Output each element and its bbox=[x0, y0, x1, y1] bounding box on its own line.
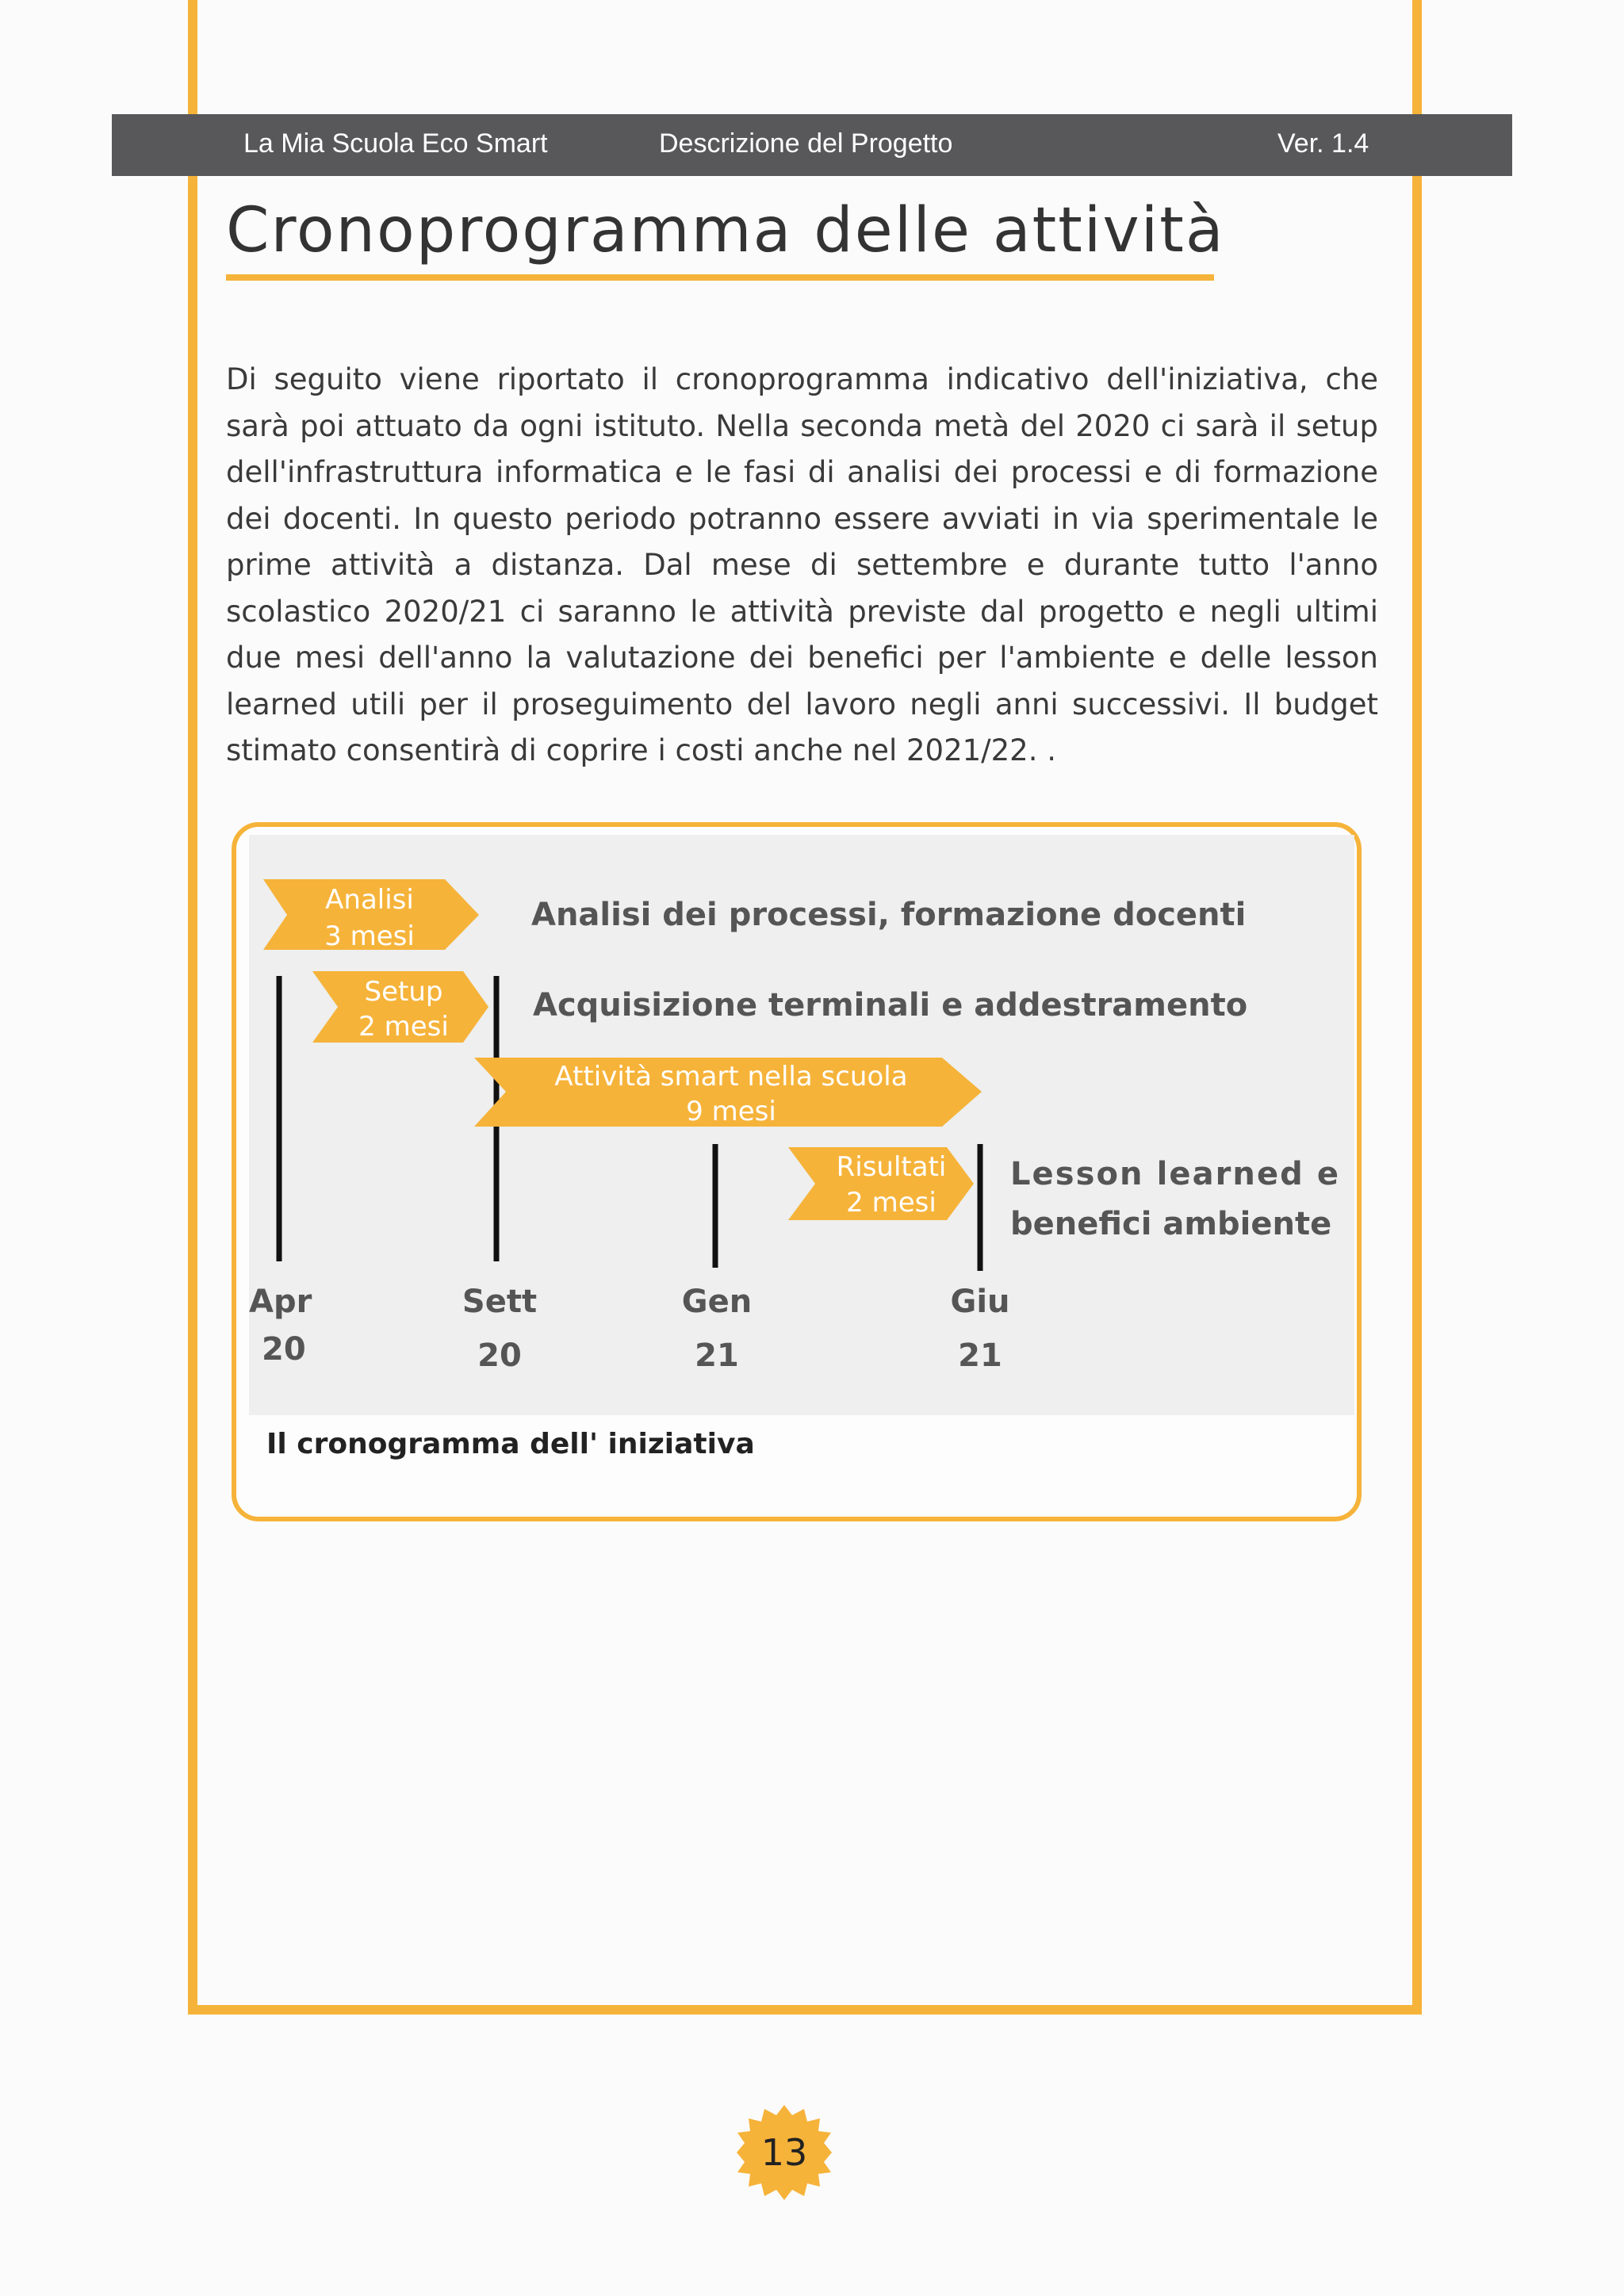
arrow-risultati-duration: 2 mesi bbox=[846, 1187, 936, 1219]
timeline-year-21a: 21 bbox=[695, 1337, 739, 1374]
timeline-year-20a: 20 bbox=[262, 1331, 306, 1368]
title-underline bbox=[226, 274, 1214, 281]
desc-acquisizione: Acquisizione terminali e addestramento bbox=[533, 987, 1248, 1024]
arrow-attivita-label: Attività smart nella scuola bbox=[554, 1061, 908, 1093]
arrow-analisi-duration: 3 mesi bbox=[324, 920, 415, 952]
page-title: Cronoprogramma delle attività bbox=[226, 195, 1225, 266]
timeline-month-giu: Giu bbox=[950, 1284, 1010, 1320]
desc-benefici: benefici ambiente bbox=[1010, 1206, 1332, 1242]
timeline-year-20b: 20 bbox=[477, 1337, 522, 1374]
figure-box bbox=[232, 822, 1362, 1521]
arrow-setup-duration: 2 mesi bbox=[358, 1011, 449, 1043]
page-number: 13 bbox=[760, 2131, 808, 2174]
timeline-diagram bbox=[249, 827, 1354, 1415]
arrow-setup-label: Setup bbox=[364, 976, 443, 1008]
header-version: Ver. 1.4 bbox=[1277, 128, 1369, 159]
body-paragraph: Di seguito viene riportato il cronoprogramma indicativo dell'iniziativa, che sarà poi attuato da ogni istituto. Nella seconda metà del 2020 ci sarà il setup dell'infrastruttura informatica e le fasi di analisi dei processi e di formazione dei docenti. In questo periodo potranno essere avviati in via sperimentale le prime attività a distanza. Dal mese di settembre e durante tutto l'anno scolastico 2020/21 ci saranno le attività previste dal progetto e negli ultimi due mesi dell'anno la valutazione dei benefici per l'ambiente e delle lesson learned utili per il proseguimento del lavoro negli anni successivi. Il budget stimato consentirà di coprire i costi anche nel 2021/22. . bbox=[226, 362, 1378, 767]
page-number-badge bbox=[737, 2105, 832, 2200]
figure-caption: Il cronogramma dell' iniziativa bbox=[266, 1428, 755, 1460]
arrow-attivita-duration: 9 mesi bbox=[686, 1096, 776, 1127]
desc-lesson-learned: Lesson learned e bbox=[1010, 1156, 1339, 1192]
arrow-analisi-label: Analisi bbox=[325, 884, 414, 916]
timeline-month-sett: Sett bbox=[462, 1284, 538, 1320]
desc-analisi: Analisi dei processi, formazione docenti bbox=[531, 897, 1247, 933]
page-header bbox=[112, 114, 1512, 176]
timeline-year-21b: 21 bbox=[958, 1337, 1002, 1374]
timeline-month-apr: Apr bbox=[249, 1284, 312, 1320]
timeline-month-gen: Gen bbox=[681, 1284, 753, 1320]
header-project-name: La Mia Scuola Eco Smart bbox=[243, 128, 548, 159]
header-section: Descrizione del Progetto bbox=[659, 128, 953, 159]
arrow-risultati-label: Risultati bbox=[836, 1151, 947, 1183]
